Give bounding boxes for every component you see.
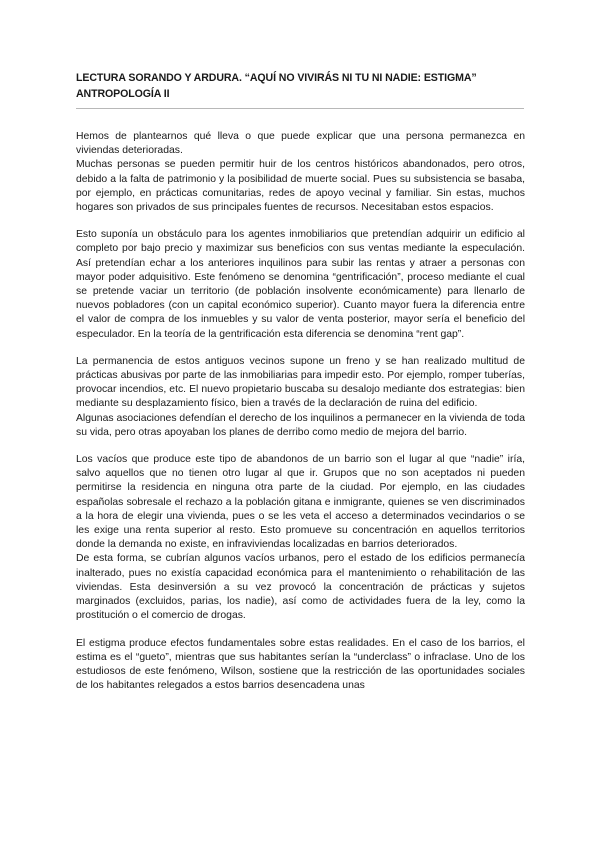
header-divider (76, 108, 524, 109)
document-body (76, 130, 525, 693)
section-1 (76, 130, 525, 215)
section-4 (76, 453, 525, 623)
paragraph: Hemos de plantearnos qué lleva o que puede explicar que una persona permanezca en viviendas deterioradas. (76, 131, 525, 157)
paragraph: La permanencia de estos antiguos vecinos supone un freno y se han realizado multitud de prácticas abusivas por parte de las inmobiliarias para impedir esto. Por ejemplo, romper tuberías, provocar incendios, etc. El nuevo propietario buscaba su desalojo mediante dos estrategias: bien mediante su desplazamiento físico, bien a través de la declaración de ruina del edificio. (76, 355, 525, 410)
document-header (76, 70, 526, 102)
document-title-line-1: LECTURA SORANDO Y ARDURA. “AQUÍ NO VIVIRÁS NI TU NI NADIE: ESTIGMA” (76, 72, 477, 84)
paragraph: Los vacíos que produce este tipo de abandonos de un barrio son el lugar al que “nadie” iría, salvo aquellos que no tienen otro lugar al que ir. Grupos que no son aceptados ni pueden permitirse la residencia en ninguna otra parte de la ciudad. Por ejemplo, en las ciudades españolas sobresale el rechazo a la población gitana e inmigrante, quienes se ven discriminados a la hora de elegir una vivienda, pues o se les veta el acceso a determinados vecindarios o se les exige una renta superior al resto. Esto promueve su concentración en aquellos territorios donde la demanda no existe, en infraviviendas localizadas en barrios deteriorados. (76, 454, 525, 551)
section-5 (76, 637, 525, 694)
paragraph: El estigma produce efectos fundamentales sobre estas realidades. En el caso de los barrios, el estima es el “gueto”, mientras que sus habitantes serían la “underclass” o infraclase. Uno de los estudiosos de este fenómeno, Wilson, sostiene que la restricción de las oportunidades sociales de los habitantes relegados a estos barrios desencadena unas (76, 637, 525, 692)
section-3 (76, 355, 525, 440)
section-2 (76, 228, 525, 342)
document-title-line-2: ANTROPOLOGÍA II (76, 88, 170, 100)
paragraph: Esto suponía un obstáculo para los agentes inmobiliarios que pretendían adquirir un edificio al completo por bajo precio y maximizar sus beneficios con sus ventas mediante la especulación. Así pretendían echar a los anteriores inquilinos para subir las rentas y atraer a personas con mayor poder adquisitivo. Este fenómeno se denomina “gentrificación”, proceso mediante el cual se pretende vaciar un territorio (de población insolvente económicamente) para llenarlo de nuevos pobladores (con un capital económico superior). Cuanto mayor fuera la diferencia entre el valor de compra de los inmuebles y su valor de venta posterior, mayor sería el beneficio del especulador. En la teoría de la gentrificación esta diferencia se denomina “rent gap”. (76, 229, 525, 340)
paragraph: Muchas personas se pueden permitir huir de los centros históricos abandonados, pero otros, debido a la falta de patrimonio y la posibilidad de muerte social. Pues su subsistencia se basaba, por ejemplo, en prácticas comunitarias, redes de apoyo vecinal y familiar. Sin estas, muchos hogares son privados de sus principales fuentes de recursos. Necesitaban estos espacios. (76, 159, 525, 214)
paragraph: De esta forma, se cubrían algunos vacíos urbanos, pero el estado de los edificios permanecía inalterado, pues no existía capacidad económica para el mantenimiento o rehabilitación de las viviendas. Esta desinversión a su vez provocó la concentración de prácticas y sujetos marginados (excluidos, parias, los nadie), así como de actividades fuera de la ley, como la prostitución o el comercio de drogas. (76, 553, 525, 622)
paragraph: Algunas asociaciones defendían el derecho de los inquilinos a permanecer en la vivienda de toda su vida, pero otras apoyaban los planes de derribo como medio de mejora del barrio. (76, 412, 525, 438)
